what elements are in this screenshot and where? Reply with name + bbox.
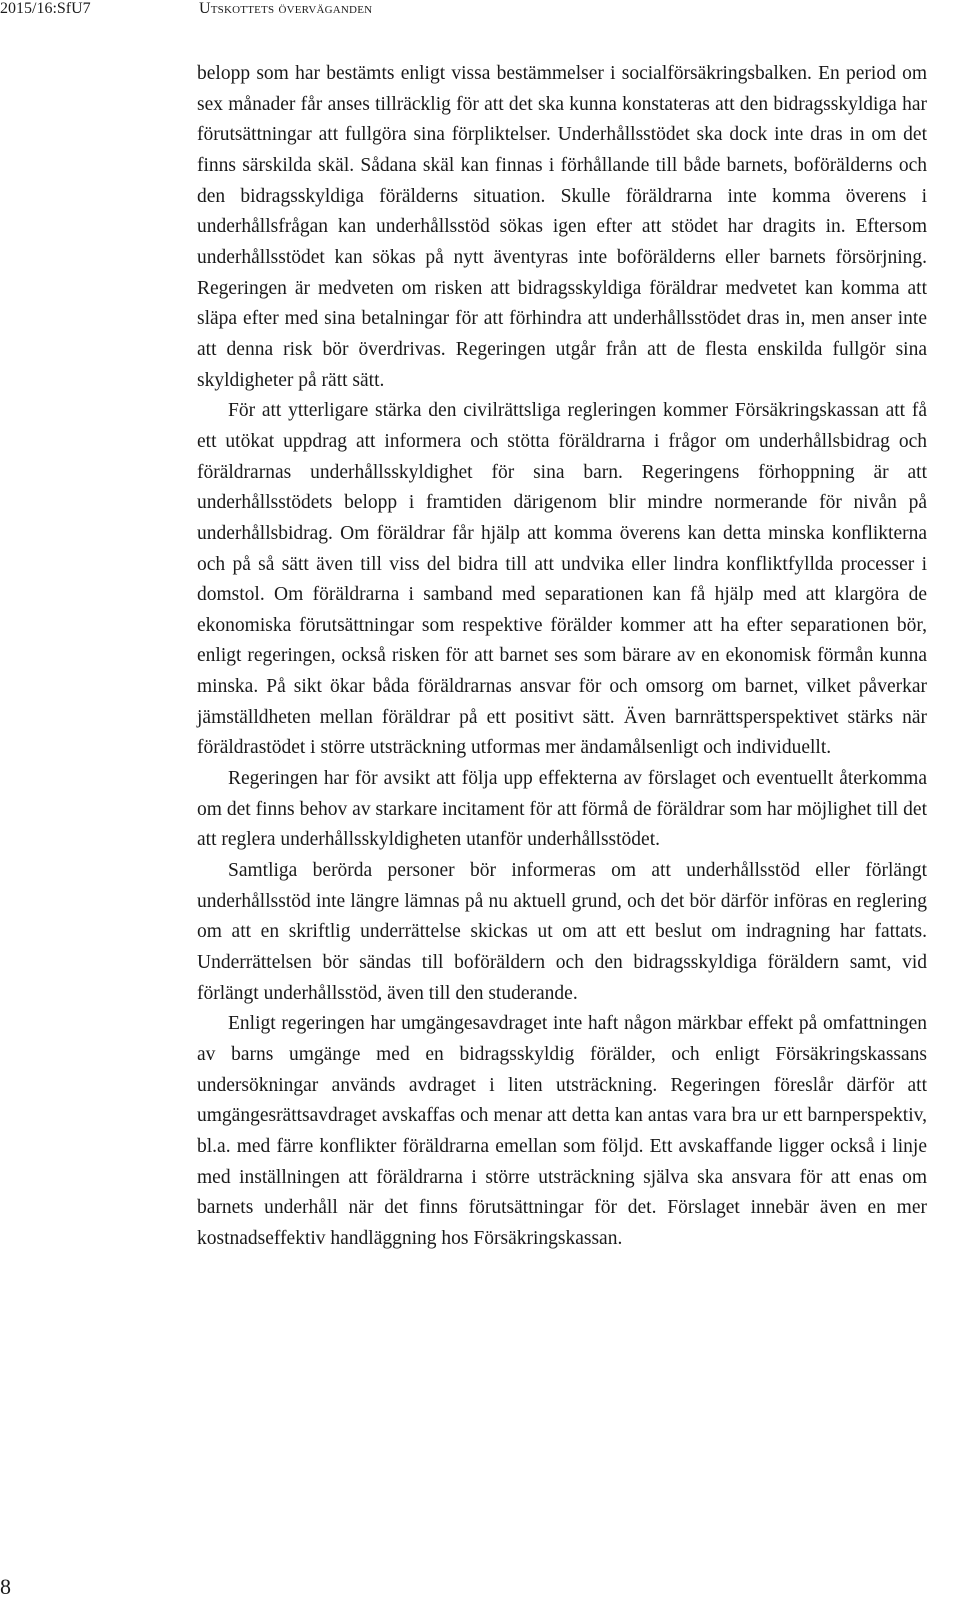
paragraph: Regeringen har för avsikt att följa upp effekterna av förslaget och eventuellt återkomma om det finns behov av starkare incitament för att förmå de föräldrar som har möjlighet till det att reglera underhållsskyldigheten utanför underhållsstödet. <box>197 768 927 851</box>
body-text <box>197 59 927 1255</box>
paragraph: För att ytterligare stärka den civilrättsliga regleringen kommer Försäkringskassan att få ett utökat uppdrag att informera och stötta föräldrarna i frågor om underhållsbidrag och föräldrarnas underhållsskyldighet för sina barn. Regeringens förhoppning är att underhållsstödets belopp i framtiden därigenom blir mindre normerande för nivån på underhållsbidrag. Om föräldrar får hjälp att komma överens kan detta minska konflikterna och på så sätt även till viss del bidra till att undvika eller lindra konfliktfyllda processer i domstol. Om föräldrarna i samband med separationen kan få hjälp med att klargöra de ekonomiska förutsättningar som respektive förälder kommer att ha efter separationen bör, enligt regeringen, också risken för att barnet ses som bärare av en ekonomisk förmån kunna minska. På sikt ökar båda föräldrarnas ansvar för och omsorg om barnet, vilket påverkar jämställdheten mellan föräldrar på ett positivt sätt. Även barnrättsperspektivet stärks när föräldrastödet i större utsträckning utformas mer ändamålsenligt och individuellt. <box>197 400 927 759</box>
document-id: 2015/16:SfU7 <box>0 0 91 17</box>
page-number: 8 <box>0 1574 11 1599</box>
section-title: Utskottets överväganden <box>199 0 373 17</box>
paragraph: Samtliga berörda personer bör informeras om att underhållsstöd eller förlängt underhållsstöd inte längre lämnas på nu aktuell grund, och det bör därför införas en reglering om att en skriftlig underrättelse skickas ut om att ett beslut om indragning har fattats. Underrättelsen bör sändas till boföräldern och den bidragsskyldiga föräldern samt, vid förlängt underhållsstöd, även till den studerande. <box>197 860 927 1004</box>
paragraph: belopp som har bestämts enligt vissa bestämmelser i socialförsäkringsbalken. En period om sex månader får anses tillräcklig för att det ska kunna konstateras att den bidragsskyldiga har förutsättningar att fullgöra sina förpliktelser. Underhållsstödet ska dock inte dras in om det finns särskilda skäl. Sådana skäl kan finnas i förhållande till både barnets, boförälderns och den bidragsskyldiga förälderns situation. Skulle föräldrarna inte komma överens i underhållsfrågan kan underhållsstöd sökas igen efter att stödet har dragits in. Eftersom underhållsstödet kan sökas på nytt äventyras inte boförälderns eller barnets försörjning. Regeringen är medveten om risken att bidragsskyldiga föräldrar medvetet kan komma att släpa efter med sina betalningar för att förhindra att underhållsstödet dras in, men anser inte att denna risk bör överdrivas. Regeringen utgår från att de flesta enskilda fullgör sina skyldigheter på rätt sätt. <box>197 63 927 391</box>
paragraph: Enligt regeringen har umgängesavdraget inte haft någon märkbar effekt på omfattningen av barns umgänge med en bidragsskyldig förälder, och enligt Försäkringskassans undersökningar används avdraget i liten utsträckning. Regeringen föreslår därför att umgängesrättsavdraget avskaffas och menar att detta kan antas vara bra ur ett barnperspektiv, bl.a. med färre konflikter föräldrarna emellan som följd. Ett avskaffande ligger också i linje med inställningen att föräldrarna i större utsträckning själva ska ansvara för att enas om barnets underhåll när det finns förutsättningar för det. Förslaget innebär även en mer kostnadseffektiv handläggning hos Försäkringskassan. <box>197 1013 927 1249</box>
